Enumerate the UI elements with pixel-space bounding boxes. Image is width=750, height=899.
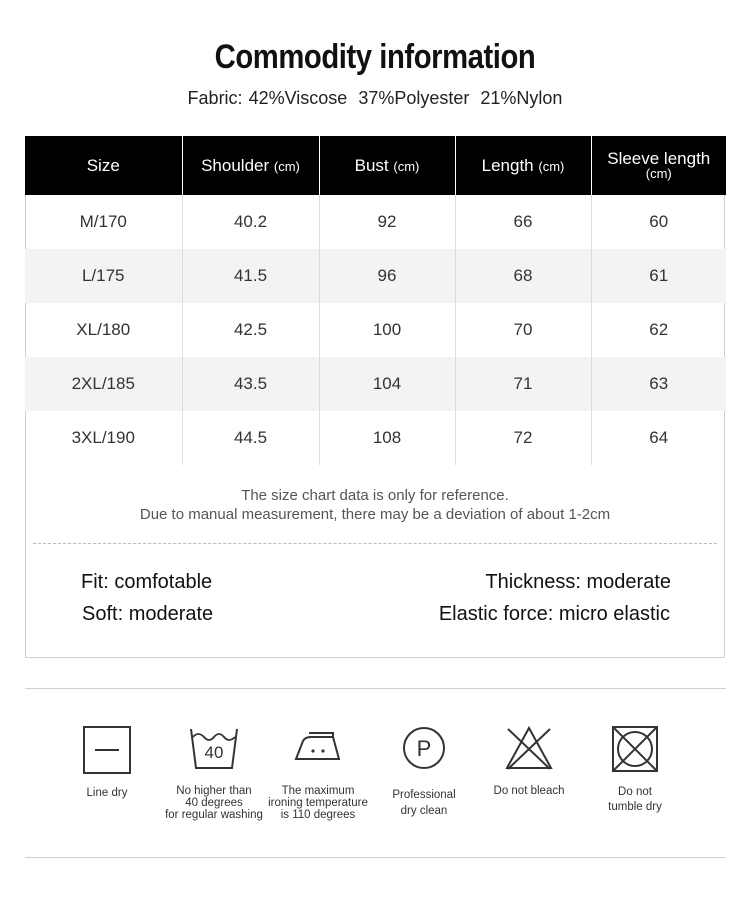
column-header-bust: Bust (cm) <box>319 136 455 195</box>
table-cell: 2XL/185 <box>25 357 182 411</box>
care-wash-40 <box>159 725 269 821</box>
do-not-bleach-icon <box>504 725 554 771</box>
care-label: Do not tumble dry <box>608 786 662 813</box>
wash-temperature: 40 <box>204 743 224 762</box>
table-cell: 68 <box>455 249 591 303</box>
divider <box>25 857 726 858</box>
column-header-shoulder: Shoulder (cm) <box>182 136 319 195</box>
table-cell: 3XL/190 <box>25 411 182 465</box>
iron-icon <box>293 725 343 765</box>
table-cell: 64 <box>649 428 669 447</box>
care-line-dry <box>52 725 162 799</box>
table-cell: 72 <box>455 411 591 465</box>
care-iron <box>263 725 373 821</box>
fabric-item: 21%Nylon <box>480 88 563 108</box>
table-cell: L/175 <box>25 249 182 303</box>
table-row <box>25 303 726 357</box>
care-dry-clean <box>369 725 479 819</box>
table-cell: M/170 <box>25 195 182 249</box>
note-line: The size chart data is only for reference. <box>241 487 509 504</box>
table-cell: 104 <box>319 357 455 411</box>
note-line: Due to manual measurement, there may be a deviation of about 1-2cm <box>139 506 611 523</box>
table-cell: XL/180 <box>25 303 182 357</box>
table-row <box>25 411 726 465</box>
care-no-tumble-dry <box>580 725 690 815</box>
table-cell: 42.5 <box>182 303 319 357</box>
care-label: Do not bleach <box>493 785 565 797</box>
fit-property: Fit: comfotable <box>81 571 213 593</box>
fabric-item: 42%Viscose <box>248 88 348 108</box>
size-note <box>25 486 725 524</box>
column-header-size: Size <box>25 136 182 195</box>
table-cell: 60 <box>649 212 669 231</box>
table-cell: 66 <box>455 195 591 249</box>
elastic-property: Elastic force: micro elastic <box>438 603 670 625</box>
table-cell: 71 <box>455 357 591 411</box>
care-label: Professional dry clean <box>392 789 456 817</box>
table-cell: 43.5 <box>182 357 319 411</box>
care-label: Line dry <box>86 787 128 799</box>
table-cell: 61 <box>591 249 726 303</box>
table-row <box>25 249 726 303</box>
care-no-bleach <box>474 725 584 797</box>
column-header-length: Length (cm) <box>455 136 591 195</box>
dashed-divider <box>33 543 717 544</box>
size-table <box>25 136 726 465</box>
page-title: Commodity information <box>214 38 536 76</box>
do-not-tumble-dry-icon <box>611 725 659 773</box>
fabric-composition <box>0 88 750 109</box>
table-cell: 96 <box>319 249 455 303</box>
dry-clean-letter: P <box>416 736 432 761</box>
column-header-sleeve-length: Sleeve length (cm) <box>591 136 726 195</box>
table-row <box>25 357 726 411</box>
divider <box>25 688 726 689</box>
table-cell: 40.2 <box>182 195 319 249</box>
table-cell: 108 <box>319 411 455 465</box>
fabric-item: 37%Polyester <box>358 88 470 108</box>
table-cell: 62 <box>649 320 669 339</box>
thickness-property: Thickness: moderate <box>485 571 671 593</box>
table-row <box>25 195 726 249</box>
table-cell: 63 <box>591 357 726 411</box>
fabric-label: Fabric: <box>187 88 243 108</box>
table-cell: 41.5 <box>182 249 319 303</box>
table-cell: 100 <box>319 303 455 357</box>
soft-property: Soft: moderate <box>82 603 214 625</box>
table-cell: 92 <box>319 195 455 249</box>
care-label: No higher than 40 degrees for regular washing <box>165 785 263 821</box>
line-dry-icon <box>82 725 132 775</box>
dry-clean-p-icon <box>401 725 447 771</box>
table-header-row <box>25 136 726 195</box>
care-label: The maximum ironing temperature is 110 degrees <box>268 785 368 821</box>
table-cell: 44.5 <box>182 411 319 465</box>
table-cell: 70 <box>455 303 591 357</box>
wash-40-icon <box>188 725 240 771</box>
